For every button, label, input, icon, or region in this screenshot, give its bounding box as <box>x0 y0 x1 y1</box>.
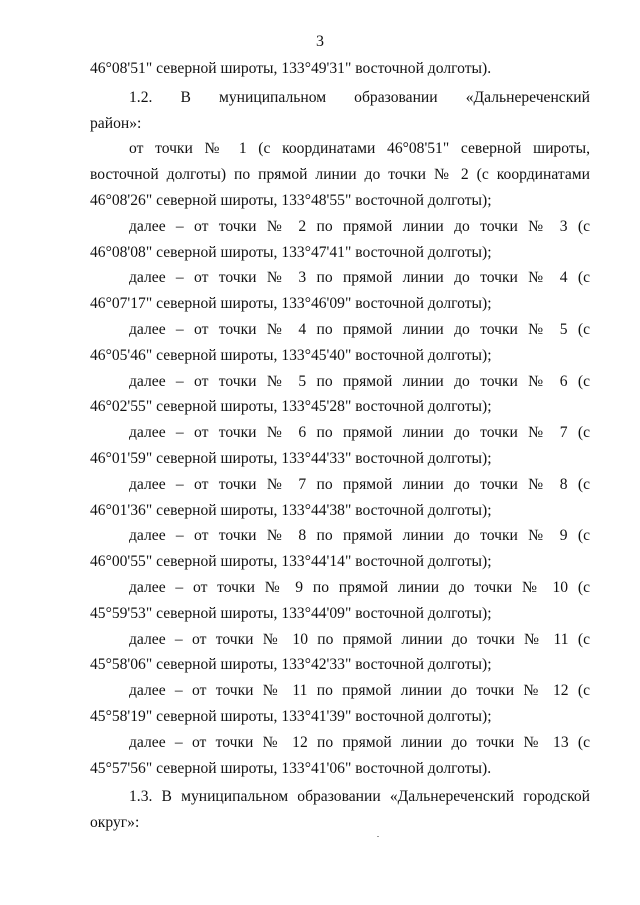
text-line: от точки № 1 (с координатами 46°08'51" северной широты, <box>129 140 590 158</box>
text-line: далее – от точки № 7 по прямой линии до точки № 8 (с <box>129 475 590 493</box>
text-line: округ»: <box>90 814 140 832</box>
text-line: далее – от точки № 6 по прямой линии до точки № 7 (с <box>129 424 590 442</box>
text-line: 45°59'53" северной широты, 133°44'09" восточной долготы); <box>90 604 492 622</box>
text-line: 46°01'59" северной широты, 133°44'33" восточной долготы); <box>90 449 492 467</box>
text-line: 46°05'46" северной широты, 133°45'40" восточной долготы); <box>90 346 492 364</box>
text-line: 46°08'08" северной широты, 133°47'41" восточной долготы); <box>90 243 492 261</box>
text-line: 45°57'56" северной широты, 133°41'06" восточной долготы). <box>90 759 492 777</box>
text-line: 46°08'26" северной широты, 133°48'55" восточной долготы); <box>90 191 492 209</box>
text-line: далее – от точки № 5 по прямой линии до точки № 6 (с <box>129 372 590 390</box>
text-line: район»: <box>90 114 142 132</box>
text-line: 1.3. В муниципальном образовании «Дальнереченский городской <box>129 788 590 806</box>
text-line: далее – от точки № 4 по прямой линии до точки № 5 (с <box>129 320 590 338</box>
text-line: 46°07'17" северной широты, 133°46'09" восточной долготы); <box>90 295 492 313</box>
text-line: 46°01'36" северной широты, 133°44'38" восточной долготы); <box>90 501 492 519</box>
text-line: 46°00'55" северной широты, 133°44'14" восточной долготы); <box>90 553 492 571</box>
scan-artifact-dot <box>377 836 379 837</box>
text-line: далее – от точки № 11 по прямой линии до точки № 12 (с <box>129 682 590 700</box>
text-line: 45°58'19" северной широты, 133°41'39" восточной долготы); <box>90 707 492 725</box>
text-line: 45°58'06" северной широты, 133°42'33" восточной долготы); <box>90 656 492 674</box>
text-line: далее – от точки № 10 по прямой линии до точки № 11 (с <box>129 630 590 648</box>
page-number: 3 <box>316 33 324 50</box>
text-line: восточной долготы) по прямой линии до точки № 2 (с координатами <box>90 166 590 184</box>
text-line: далее – от точки № 12 по прямой линии до точки № 13 (с <box>129 733 590 751</box>
text-line: далее – от точки № 8 по прямой линии до точки № 9 (с <box>129 527 590 545</box>
text-line: далее – от точки № 3 по прямой линии до точки № 4 (с <box>129 269 590 287</box>
text-line: 46°08'51" северной широты, 133°49'31" восточной долготы). <box>90 60 492 77</box>
text-line: 46°02'55" северной широты, 133°45'28" восточной долготы); <box>90 398 492 416</box>
document-body <box>90 56 590 836</box>
text-line: далее – от точки № 2 по прямой линии до точки № 3 (с <box>129 217 590 235</box>
text-line: далее – от точки № 9 по прямой линии до точки № 10 (с <box>129 578 590 596</box>
text-line: 1.2. В муниципальном образовании «Дальнереченский <box>129 88 590 106</box>
